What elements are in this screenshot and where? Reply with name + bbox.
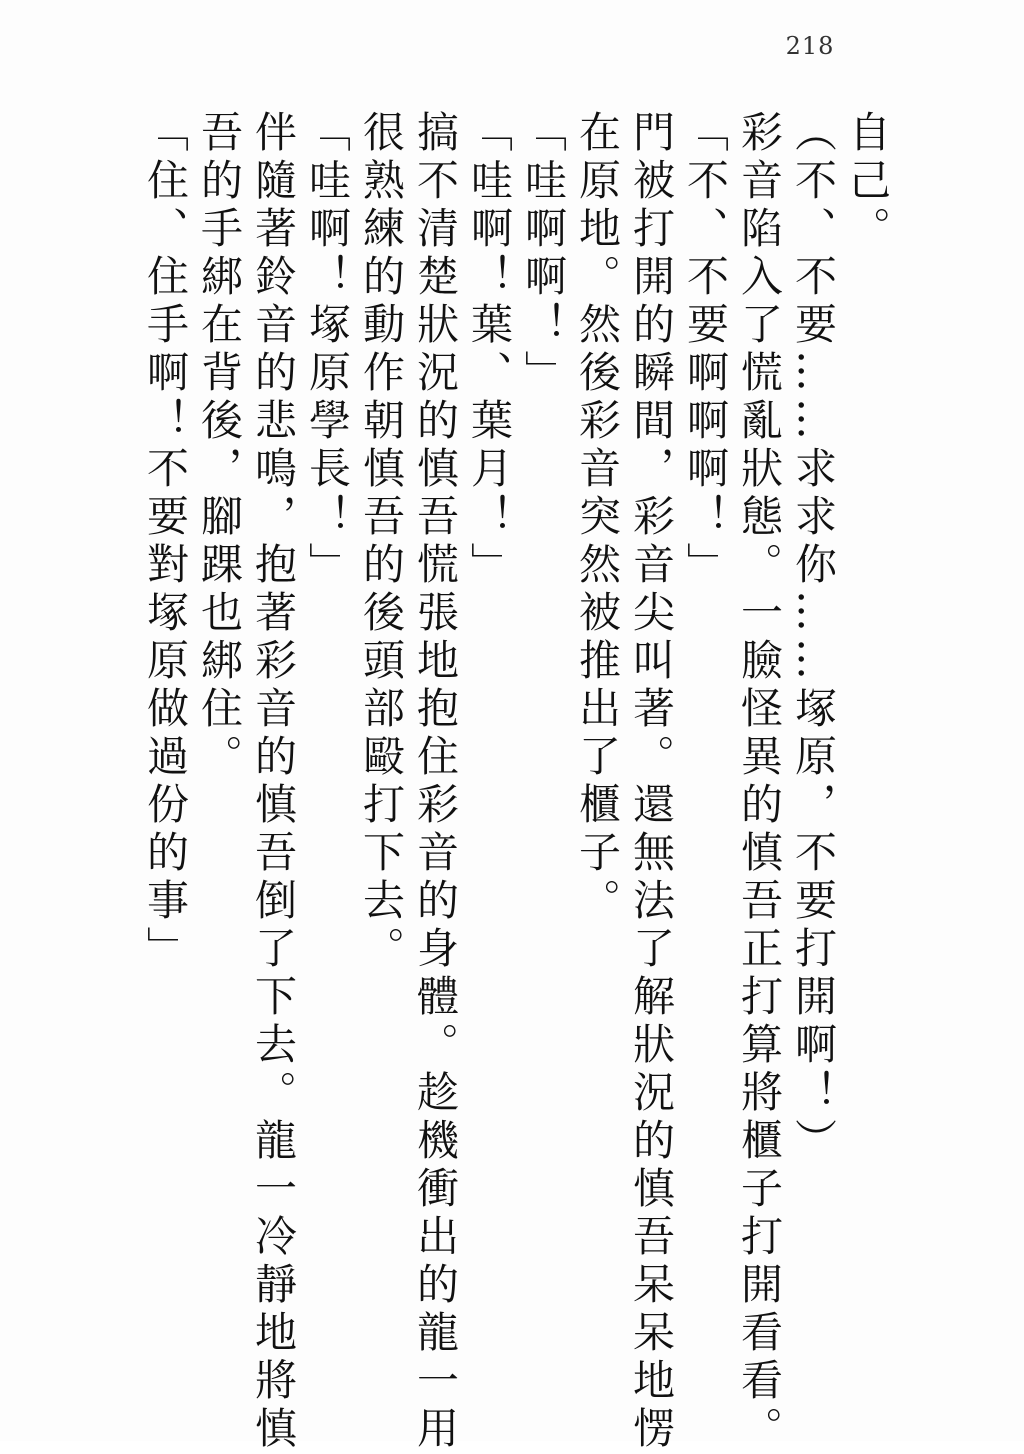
text-line: 「不、不要啊啊啊！」 <box>681 110 730 590</box>
text-line: 很熟練的動作朝慎吾的後頭部毆打下去。 <box>357 110 406 974</box>
text-line: （不、不要……求求你……塚原，不要打開啊！） <box>789 110 838 1166</box>
text-line: 搞不清楚狀況的慎吾慌張地抱住彩音的身體。趁機衝出的龍一用 <box>411 110 460 1454</box>
page-number: 218 <box>785 32 835 60</box>
text-line: 自己。 <box>843 110 892 254</box>
text-line: 吾的手綁在背後，腳踝也綁住。 <box>195 110 244 782</box>
text-line: 在原地。然後彩音突然被推出了櫃子。 <box>573 110 622 926</box>
text-line: 彩音陷入了慌亂狀態。一臉怪異的慎吾正打算將櫃子打開看看。 <box>735 110 784 1454</box>
text-line: 「哇啊！葉、葉月！」 <box>465 110 514 590</box>
text-line: 「哇啊啊！」 <box>519 110 568 398</box>
text-line: 門被打開的瞬間，彩音尖叫著。還無法了解狀況的慎吾呆呆地愣 <box>627 110 676 1454</box>
text-line: 「哇啊！塚原學長！」 <box>303 110 352 590</box>
text-line: 「住、住手啊！不要對塚原做過份的事」 <box>141 110 190 974</box>
text-line: 伴隨著鈴音的悲鳴，抱著彩音的慎吾倒了下去。龍一冷靜地將慎 <box>249 110 298 1454</box>
vertical-text-body <box>138 110 894 1454</box>
